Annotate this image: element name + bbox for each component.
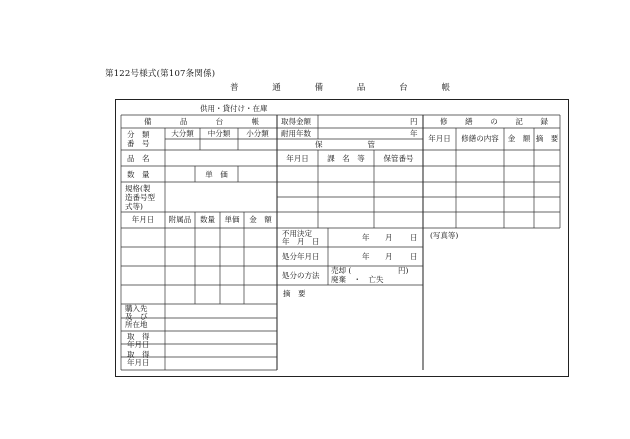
acquisition-date-label-line1: 取 得 bbox=[127, 332, 150, 341]
unusable-date-label-line2: 年 月 日 bbox=[282, 237, 320, 246]
second-date-label-line2: 年月日 bbox=[127, 358, 150, 367]
disposal-scrapped-option: 廃棄 ・ 亡失 bbox=[331, 275, 384, 284]
acquisition-date-label-line2: 年月日 bbox=[127, 340, 150, 349]
disposal-sold-option: 売却 ( bbox=[331, 266, 352, 275]
second-date-label-line1: 取 得 bbox=[127, 350, 150, 359]
custody-date-header: 年月日 bbox=[286, 154, 309, 163]
custody-section-header: 課 名 等 bbox=[327, 154, 365, 163]
repair-remarks-header: 摘 要 bbox=[535, 134, 559, 143]
repair-title-char: 記 bbox=[515, 117, 523, 126]
ledger-title-char: 帳 bbox=[251, 117, 259, 126]
attach-amount-header: 金 額 bbox=[249, 215, 272, 224]
repair-content-header: 修繕の内容 bbox=[461, 134, 499, 143]
buyer-label-line1: 購入先 bbox=[125, 304, 148, 313]
form-number: 第122号様式(第107条関係) bbox=[105, 69, 216, 79]
ledger-title-char: 備 bbox=[144, 117, 152, 126]
item-name-label: 品 名 bbox=[127, 154, 150, 163]
classification-number-label: 番 号 bbox=[127, 139, 150, 148]
title-char: 品 bbox=[356, 83, 366, 93]
title-char: 帳 bbox=[441, 83, 450, 93]
acquisition-amount-label: 取得金額 bbox=[281, 117, 311, 126]
middle-class-header: 中分類 bbox=[207, 129, 231, 138]
spec-label-line3: 式等) bbox=[125, 202, 143, 211]
unusable-month: 月 bbox=[385, 233, 393, 242]
repair-title-char: の bbox=[490, 117, 498, 126]
buyer-label-line2: 及 び bbox=[125, 312, 148, 321]
disposal-method-label: 処分の方法 bbox=[282, 271, 320, 280]
custody-number-header: 保管番号 bbox=[383, 154, 414, 163]
title-char: 備 bbox=[314, 83, 324, 93]
repair-record-title bbox=[440, 118, 548, 127]
ledger-title bbox=[144, 118, 259, 127]
usage-status-label: 供用・貸付け・在庫 bbox=[200, 104, 268, 113]
minor-class-header: 小分類 bbox=[246, 129, 269, 138]
useful-life-label: 耐用年数 bbox=[281, 129, 311, 138]
document-title bbox=[230, 81, 450, 93]
ledger-title-char: 品 bbox=[179, 117, 188, 126]
unit-price-label: 単 価 bbox=[205, 170, 228, 179]
disposal-sold-yen: 円) bbox=[398, 266, 409, 275]
attach-item-header: 附属品 bbox=[168, 215, 192, 224]
attach-date-header: 年月日 bbox=[131, 215, 155, 224]
unusable-date-label-line1: 不用決定 bbox=[282, 229, 312, 238]
repair-title-char: 修 bbox=[440, 117, 448, 126]
attach-qty-header: 数量 bbox=[200, 215, 215, 224]
repair-date-header: 年月日 bbox=[428, 134, 451, 143]
spec-label-line1: 規格(製 bbox=[125, 184, 151, 193]
classification-label: 分 類 bbox=[127, 130, 150, 139]
custody-title: 保 管 bbox=[315, 140, 385, 149]
disposal-day: 日 bbox=[410, 252, 418, 261]
photo-area-label: (写真等) bbox=[430, 231, 459, 240]
spec-label-line2: 造番号型 bbox=[125, 193, 155, 202]
repair-title-char: 繕 bbox=[465, 117, 473, 126]
attach-price-header: 単価 bbox=[224, 215, 240, 224]
quantity-label: 数 量 bbox=[127, 170, 150, 179]
title-char: 台 bbox=[399, 83, 408, 93]
unusable-day: 日 bbox=[410, 233, 418, 242]
title-char: 通 bbox=[272, 83, 281, 93]
acquisition-amount-unit: 円 bbox=[410, 117, 418, 126]
unusable-year: 年 bbox=[362, 233, 370, 242]
disposal-month: 月 bbox=[385, 252, 393, 261]
useful-life-unit: 年 bbox=[410, 129, 418, 138]
ledger-title-char: 台 bbox=[215, 117, 224, 126]
major-class-header: 大分類 bbox=[171, 129, 194, 138]
disposal-date-label: 処分年月日 bbox=[282, 252, 320, 261]
buyer-label-line3: 所在地 bbox=[125, 320, 148, 329]
summary-label: 摘 要 bbox=[283, 289, 306, 298]
disposal-year: 年 bbox=[362, 252, 370, 261]
repair-amount-header: 金 額 bbox=[507, 134, 531, 143]
title-char: 普 bbox=[230, 83, 239, 93]
repair-title-char: 録 bbox=[540, 117, 548, 126]
